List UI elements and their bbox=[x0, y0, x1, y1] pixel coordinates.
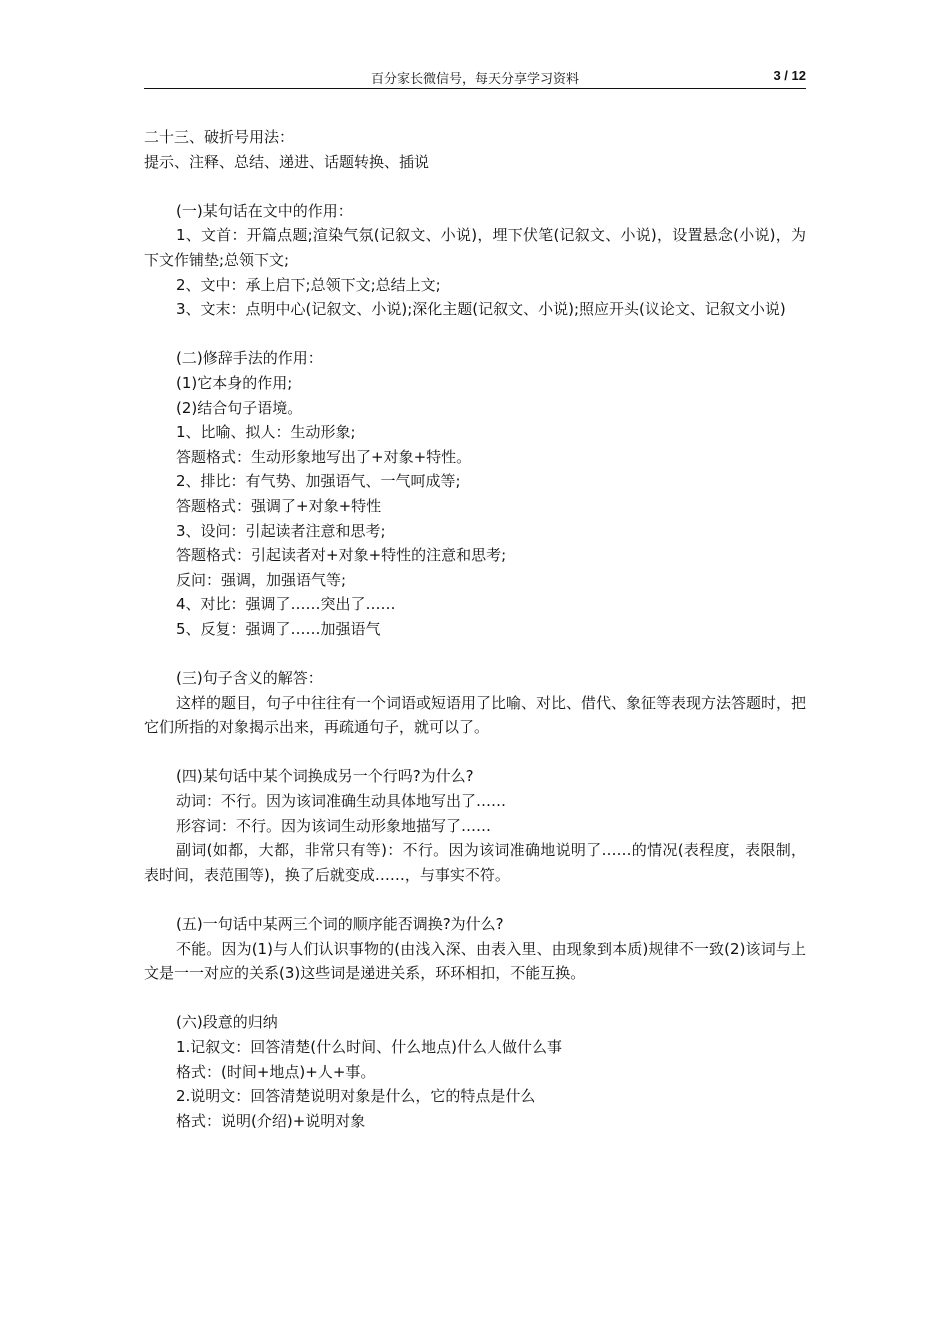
text-line: 2、文中：承上启下;总领下文;总结上文; bbox=[176, 275, 441, 294]
spacer bbox=[144, 174, 806, 199]
text-line: 1.记叙文：回答清楚(什么时间、什么地点)什么人做什么事 bbox=[176, 1037, 563, 1056]
spacer bbox=[144, 986, 806, 1011]
text-line: 2、排比：有气势、加强语气、一气呵成等; bbox=[176, 472, 461, 491]
spacer bbox=[144, 740, 806, 765]
text-line: (2)结合句子语境。 bbox=[176, 398, 303, 417]
text-paragraph: 这样的题目，句子中往往有一个词语或短语用了比喻、对比、借代、象征等表现方法答题时，把它们所指的对象揭示出来，再疏通句子，就可以了。 bbox=[144, 693, 807, 737]
text-line: 2.说明文：回答清楚说明对象是什么，它的特点是什么 bbox=[176, 1087, 536, 1106]
text-line: 4、对比：强调了……突出了…… bbox=[176, 595, 396, 614]
page-header bbox=[144, 68, 806, 89]
text-paragraph: 1、文首：开篇点题;渲染气氛(记叙文、小说)，埋下伏笔(记叙文、小说)，设置悬念(小说)，为下文作铺垫;总领下文; bbox=[144, 226, 806, 269]
subsection-heading: (五)一句话中某两三个词的顺序能否调换?为什么? bbox=[176, 915, 504, 933]
text-line: 动词：不行。因为该词准确生动具体地写出了…… bbox=[176, 792, 507, 811]
page-number: 3 / 12 bbox=[773, 68, 806, 83]
subsection-heading: (三)句子含义的解答： bbox=[176, 669, 323, 688]
section-heading: 二十三、破折号用法： bbox=[144, 128, 295, 146]
spacer bbox=[144, 641, 806, 666]
text-line: 格式：说明(介绍)+说明对象 bbox=[176, 1111, 366, 1130]
subsection-heading: (二)修辞手法的作用： bbox=[176, 349, 323, 368]
text-line: 5、反复：强调了……加强语气 bbox=[176, 619, 381, 638]
text-line: 答题格式：引起读者对+对象+特性的注意和思考; bbox=[176, 546, 507, 565]
text-line: 答题格式：生动形象地写出了+对象+特性。 bbox=[176, 447, 472, 466]
text-line: (1)它本身的作用; bbox=[176, 373, 293, 392]
text-line: 答题格式：强调了+对象+特性 bbox=[176, 496, 382, 515]
spacer bbox=[144, 322, 806, 347]
text-line: 1、比喻、拟人：生动形象; bbox=[176, 423, 356, 442]
spacer bbox=[144, 887, 806, 912]
text-paragraph: 副词(如都，大都，非常只有等)：不行。因为该词准确地说明了……的情况(表程度，表限制，表时间，表范围等)，换了后就变成……，与事实不符。 bbox=[144, 841, 806, 884]
text-paragraph: 3、文末：点明中心(记叙文、小说);深化主题(记叙文、小说);照应开头(议论文、记叙文小说) bbox=[176, 300, 786, 319]
text-line: 格式：(时间+地点)+人+事。 bbox=[176, 1062, 376, 1081]
subsection-heading: (四)某句话中某个词换成另一个行吗?为什么? bbox=[176, 767, 474, 786]
document-body bbox=[144, 125, 806, 1133]
text-line: 提示、注释、总结、递进、话题转换、插说 bbox=[144, 152, 430, 171]
text-paragraph: 不能。因为(1)与人们认识事物的(由浅入深、由表入里、由现象到本质)规律不一致(2)该词与上文是一一对应的关系(3)这些词是递进关系，环环相扣，不能互换。 bbox=[144, 939, 806, 983]
subsection-heading: (一)某句话在文中的作用： bbox=[176, 201, 353, 220]
header-title: 百分家长微信号，每天分享学习资料 bbox=[370, 72, 579, 87]
text-line: 3、设问：引起读者注意和思考; bbox=[176, 521, 386, 540]
subsection-heading: (六)段意的归纳 bbox=[176, 1013, 278, 1032]
text-line: 反问：强调，加强语气等; bbox=[176, 570, 347, 589]
text-line: 形容词：不行。因为该词生动形象地描写了…… bbox=[176, 816, 492, 835]
